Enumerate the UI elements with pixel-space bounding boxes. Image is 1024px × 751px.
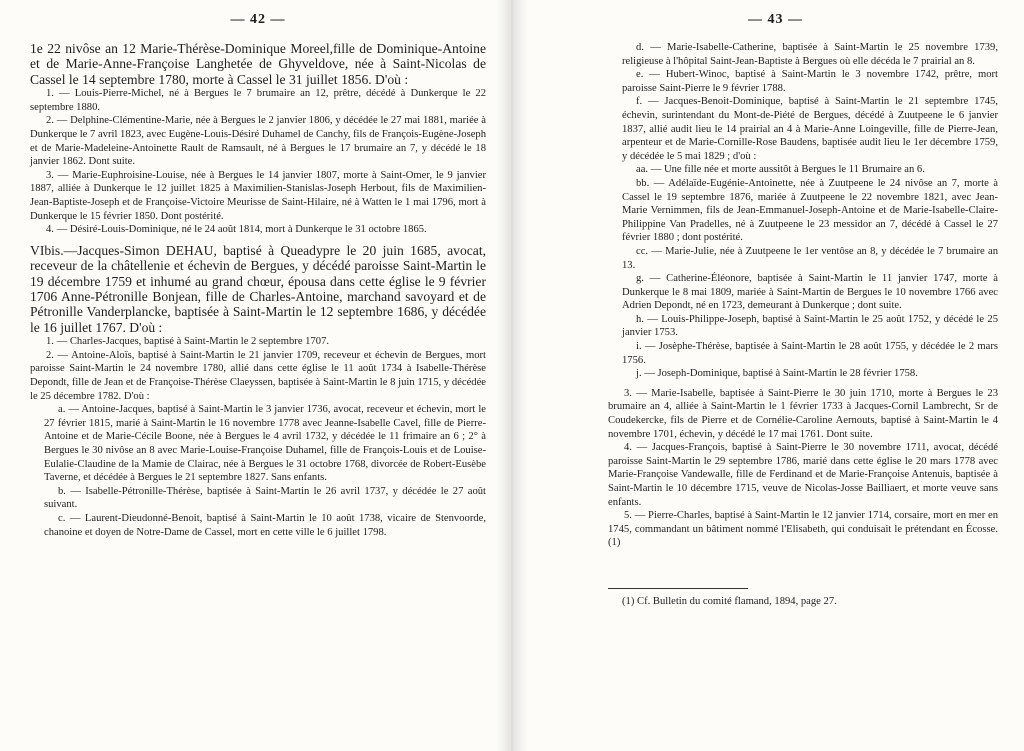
entry-b: b. — Isabelle-Pétronille-Thérèse, baptisée à Saint-Martin le 26 avril 1737, y décédée le 27 août suivant. bbox=[44, 485, 486, 511]
entry-j: j. — Joseph-Dominique, baptisé à Saint-Martin le 28 février 1758. bbox=[636, 368, 918, 380]
entry-1: 1. — Charles-Jacques, baptisé à Saint-Martin le 2 septembre 1707. bbox=[46, 336, 330, 348]
footnote: (1) Cf. Bulletin du comité flamand, 1894, page 27. bbox=[622, 595, 837, 607]
footnote-divider bbox=[608, 588, 748, 589]
paragraph-intro: 1e 22 nivôse an 12 Marie-Thérèse-Dominique Moreel,fille de Dominique-Antoine et de Marie-Anne-Françoise Langhetée de Ghyveldove, née à Saint-Nicolas de Cassel le 14 septembre 1780, morte à Cassel le 31 juillet 1856. D'où : bbox=[30, 41, 486, 87]
right-page bbox=[512, 0, 1024, 751]
paragraph-vibis: VIbis.—Jacques-Simon DEHAU, baptisé à Queadypre le 20 juin 1685, avocat, receveur de la châtellenie et échevin de Bergues, y décédé paroisse Saint-Martin le 19 décembre 1759 et inhumé au grand chœur, épousa dans cette église le 9 février 1706 Anne-Pétronille Bonjean, fille de Charles-Antoine, marchand savoyard et de Pétronille Vanderplancke, baptisée à Saint-Martin le 12 septembre 1686, y décédée le 16 juillet 1767. D'où : bbox=[30, 242, 486, 335]
entry-4: 4. — Désiré-Louis-Dominique, né le 24 août 1814, mort à Dunkerque le 31 octobre 1865. bbox=[46, 224, 427, 236]
entry-cc: cc. — Marie-Julie, née à Zuutpeene le 1er ventôse an 8, y décédée le 7 brumaire an 13. bbox=[622, 245, 998, 271]
entry-f: f. — Jacques-Benoit-Dominique, baptisé à Saint-Martin le 21 septembre 1745, échevin, surintendant du Mont-de-Piété de Bergues, décédé à Zuutpeene le 6 janvier 1837, allié audit lieu le 14 prairial an 4 à Marie-Anne Loingeville, fille de Pierre-Jean, arpenteur et de Marie-Cornille-Rose Baudens, baptisée audit lieu le 1er décembre 1759, y décédée le 5 mai 1829 ; d'où : bbox=[622, 96, 998, 162]
entry-d: d. — Marie-Isabelle-Catherine, baptisée à Saint-Martin le 25 novembre 1739, religieuse à l'hôpital Saint-Jean-Baptiste à Bergues où elle décéda le 7 prairial an 8. bbox=[622, 42, 998, 67]
entry-bb: bb. — Adélaïde-Eugénie-Antoinette, née à Zuutpeene le 24 nivôse an 7, morte à Cassel le 19 septembre 1876, mariée à Zuutpeene le 22 novembre 1821, avec Jean-Marie Vernimmen, fils de Jean-Emmanuel-Joseph-Antoine et de Marie-Isabelle-Claire-Philippine Van Pradelles, né à Zuutpeene le 23 messidor an 7, décédé à Cassel le 27 février 1880 ; dont postérité. bbox=[622, 177, 998, 244]
page-number-right: — 43 — bbox=[748, 12, 803, 27]
entry-5: 5. — Pierre-Charles, baptisé à Saint-Martin le 12 janvier 1714, corsaire, mort en mer en 1745, commandant un bâtiment nommé l'Elisabeth, qui conduisait le prétendant en Écosse. (1) bbox=[608, 510, 998, 549]
entry-3: 3. — Marie-Isabelle, baptisée à Saint-Pierre le 30 juin 1710, morte à Bergues le 23 brumaire an 4, alliée à Saint-Martin le 1 février 1733 à Jacques-Cornil Lambrecht, Sr de Coudekercke, fils de Pierre et de Cornélie-Caroline Aernouts, baptisé à Saint-Martin le 4 novembre 1701, échevin, y décédé le 17 mai 1761. Dont suite. bbox=[608, 387, 998, 440]
entry-e: e. — Hubert-Winoc, baptisé à Saint-Martin le 3 novembre 1742, prêtre, mort paroisse Saint-Pierre le 9 février 1788. bbox=[622, 69, 998, 94]
entry-g: g. — Catherine-Éléonore, baptisée à Saint-Martin le 11 janvier 1747, morte à Dunkerque le 8 mai 1809, mariée à Saint-Martin de Bergues le 10 novembre 1766 avec Adrien Depondt, né en 1723, demeurant à Dunkerque ; dont suite. bbox=[622, 273, 998, 312]
page-number-left: — 42 — bbox=[230, 12, 286, 27]
entry-h: h. — Louis-Philippe-Joseph, baptisé à Saint-Martin le 25 août 1752, y décédé le 25 janvier 1753. bbox=[622, 313, 998, 339]
entry-4: 4. — Jacques-François, baptisé à Saint-Pierre le 30 novembre 1711, avocat, décédé paroisse Saint-Martin le 29 septembre 1786, marié dans cette église le 20 mars 1778 avec Marie-Françoise Vandewalle, fille de Ferdinand et de Marie-Françoise Antenuis, baptisée à Saint-Martin le 10 décembre 1715, veuve de Nicolas-Josse Bailliaert, et morte veuve sans enfants. bbox=[608, 442, 998, 508]
entry-aa: aa. — Une fille née et morte aussitôt à Bergues le 11 Brumaire an 6. bbox=[636, 164, 925, 176]
entry-i: i. — Josèphe-Thérèse, baptisée à Saint-Martin le 28 août 1755, y décédée le 2 mars 1756. bbox=[622, 341, 998, 366]
entry-a: a. — Antoine-Jacques, baptisé à Saint-Martin le 3 janvier 1736, avocat, receveur et échevin, mort le 27 février 1815, marié à Saint-Martin le 16 novembre 1778 avec Jeanne-Isabelle Cavel, fille de Pierre-Antoine et de Marie-Cécile Boone, née à Bergues le 4 avril 1732, y décédée le 11 frimaire an 6 ; 2° à Bergues le 30 nivôse an 8 avec Marie-Louise-Françoise Duhamel, fille de François-Louis et de Louise-Eulalie-Claudine de la Mamie de Clairac, née à Bergues le 31 octobre 1768, divorcée de Robert-Eusèbe Taverne, et décédée à Bergues le 21 septembre 1827. Sans enfants. bbox=[44, 404, 486, 484]
entry-c: c. — Laurent-Dieudonné-Benoit, baptisé à Saint-Martin le 10 août 1738, vicaire de Stenvoorde, chanoine et doyen de Notre-Dame de Cassel, mort en cette ville le 6 juillet 1798. bbox=[44, 512, 486, 538]
entry-2: 2. — Delphine-Clémentine-Marie, née à Bergues le 2 janvier 1806, y décédée le 27 mai 1881, mariée à Dunkerque le 7 avril 1823, avec Eugène-Louis-Désiré Duhamel de Canchy, fils de François-Eugène-Joseph et de Marie-Madeleine-Antoinette Rault de Ramsault, né à Bergues le 17 brumaire an 7, y décédé le 18 janvier 1862. Dont suite. bbox=[30, 115, 486, 168]
entry-1: 1. — Louis-Pierre-Michel, né à Bergues le 7 brumaire an 12, prêtre, décédé à Dunkerque le 22 septembre 1880. bbox=[30, 88, 486, 113]
entry-3: 3. — Marie-Euphroisine-Louise, née à Bergues le 14 janvier 1807, morte à Saint-Omer, le 9 janvier 1887, alliée à Dunkerque le 12 juillet 1825 à Maximilien-Stanislas-Joseph Herbout, fils de Maximilien-Jean-Baptiste-Joseph et de Françoise-Victoire Meurisse de Saint-Hilaire, né à Watten le 1 mai 1796, mort à Dunkerque le 15 février 1850. Dont postérité. bbox=[30, 169, 486, 222]
entry-2: 2. — Antoine-Aloïs, baptisé à Saint-Martin le 21 janvier 1709, receveur et échevin de Bergues, mort paroisse Saint-Martin le 24 novembre 1780, allié dans cette église le 11 août 1734 à Isabelle-Thérèse Depondt, fille de Jean et de Françoise-Thérèse Claeyssen, baptisée à Saint-Martin le 8 juin 1715, y décédée le 25 décembre 1782. D'où : bbox=[30, 349, 486, 402]
